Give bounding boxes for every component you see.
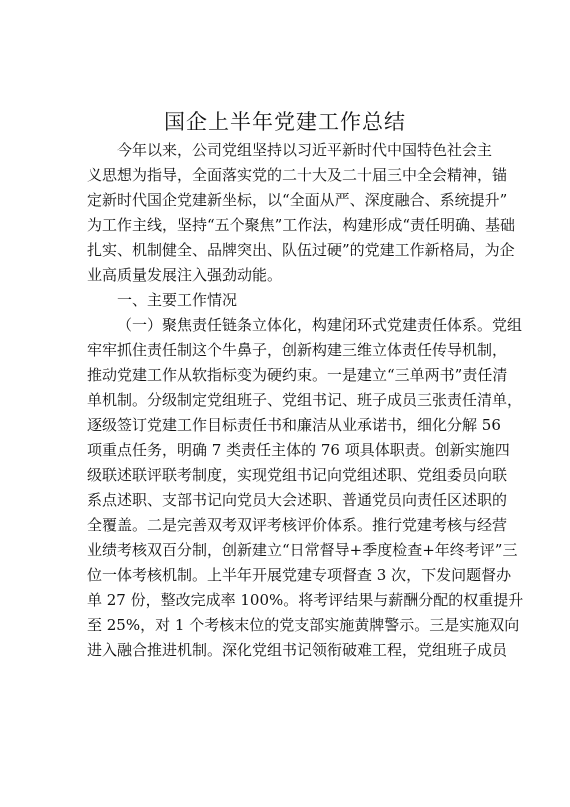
text-line: （一）聚焦责任链条立体化，构建闭环式党建责任体系。党组 [117, 316, 523, 334]
document-title: 国企上半年党建工作总结 [164, 110, 406, 134]
text-line: 单 27 份，整改完成率 100%。将考评结果与薪酬分配的权重提升 [87, 591, 524, 609]
text-line: 进入融合推进机制。深化党组书记领衔破难工程，党组班子成员 [87, 641, 508, 659]
text-line: 一、主要工作情况 [117, 291, 238, 309]
text-line: 位一体考核机制。上半年开展党建专项督查 3 次，下发问题督办 [87, 566, 512, 584]
text-line: 全覆盖。二是完善双考双评考核评价体系。推行党建考核与经营 [87, 516, 508, 534]
document-body [87, 138, 524, 663]
text-line: 牢牢抓住责任制这个牛鼻子，创新构建三维立体责任传导机制， [87, 341, 508, 359]
text-line: 义思想为指导，全面落实党的二十大及二十届三中全会精神，锚 [87, 166, 508, 184]
text-line: 项重点任务，明确 7 类责任主体的 76 项具体职责。创新实施四 [87, 441, 510, 459]
text-line: 逐级签订党建工作目标责任书和廉洁从业承诺书，细化分解 56 [87, 416, 501, 434]
text-line: 为工作主线，坚持“五个聚焦”工作法，构建形成“责任明确、基础 [87, 216, 516, 234]
text-line: 业绩考核双百分制，创新建立“日常督导+季度检查+年终考评”三 [87, 541, 518, 559]
text-line: 扎实、机制健全、品牌突出、队伍过硬”的党建工作新格局，为企 [87, 241, 515, 259]
text-line: 单机制。分级制定党组班子、党组书记、班子成员三张责任清单， [87, 391, 523, 409]
text-line: 级联述联评联考制度，实现党组书记向党组述职、党组委员向联 [87, 466, 508, 484]
text-line: 定新时代国企党建新坐标，以“全面从严、深度融合、系统提升” [87, 191, 508, 209]
text-line: 至 25%，对 1 个考核末位的党支部实施黄牌警示。三是实施双向 [87, 616, 520, 634]
text-line: 系点述职、支部书记向党员大会述职、普通党员向责任区述职的 [87, 491, 508, 509]
text-line: 今年以来，公司党组坚持以习近平新时代中国特色社会主 [117, 141, 493, 159]
text-line: 业高质量发展注入强劲动能。 [87, 266, 283, 284]
text-line: 推动党建工作从软指标变为硬约束。一是建立“三单两书”责任清 [87, 366, 508, 384]
